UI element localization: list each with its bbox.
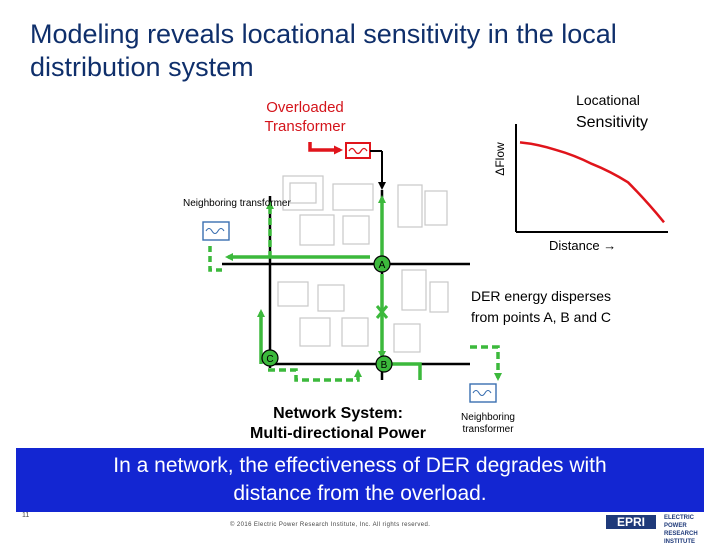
- neighboring-transformer-left-label: Neighboring transformer: [183, 198, 291, 209]
- neighboring-transformer-right-label: Neighboring transformer: [461, 412, 515, 435]
- conclusion-line2: distance from the overload.: [233, 482, 487, 505]
- page-number: 11: [22, 512, 30, 519]
- network-label-line2: Multi-directional Power: [249, 425, 426, 442]
- network-system-label: [222, 404, 454, 444]
- copyright-notice: © 2016 Electric Power Research Institute, Inc. All rights reserved.: [230, 522, 431, 528]
- svg-text:EPRI: EPRI: [616, 515, 646, 529]
- overload-arrow: [310, 142, 340, 150]
- epri-logo-text: ELECTRIC POWER RESEARCH INSTITUTE: [664, 515, 698, 545]
- conclusion-line1: In a network, the effectiveness of DER degrades with: [113, 454, 607, 477]
- node-a: [374, 256, 390, 272]
- sensitivity-chart: [516, 124, 668, 232]
- chart-y-label: ΔFlow: [493, 142, 507, 176]
- overloaded-transformer-label: Overloaded Transformer: [264, 99, 346, 135]
- der-label-line2: from points A, B and C: [470, 309, 612, 325]
- chart-title-line2: Sensitivity: [575, 114, 649, 131]
- slide-title: Modeling reveals locational sensitivity in the local distribution system: [30, 19, 617, 82]
- conclusion-text: [16, 452, 704, 508]
- svg-text:A: A: [378, 260, 386, 271]
- svg-text:C: C: [266, 354, 274, 365]
- svg-text:B: B: [380, 360, 388, 371]
- der-label-line1: DER energy disperses: [470, 288, 612, 304]
- node-b: [376, 356, 392, 372]
- node-c: [262, 350, 278, 366]
- chart-title-line1: Locational: [576, 92, 640, 108]
- epri-logo: [606, 515, 656, 529]
- neighbor-transformer-right-icon: [470, 384, 496, 402]
- chart-x-label: Distance →: [549, 238, 617, 253]
- der-dispersal-label: [452, 286, 630, 328]
- network-lines: [222, 190, 470, 380]
- sensitivity-curve: [520, 142, 664, 222]
- neighbor-transformer-left-icon: [203, 222, 229, 240]
- network-label-line1: Network System:: [273, 405, 403, 422]
